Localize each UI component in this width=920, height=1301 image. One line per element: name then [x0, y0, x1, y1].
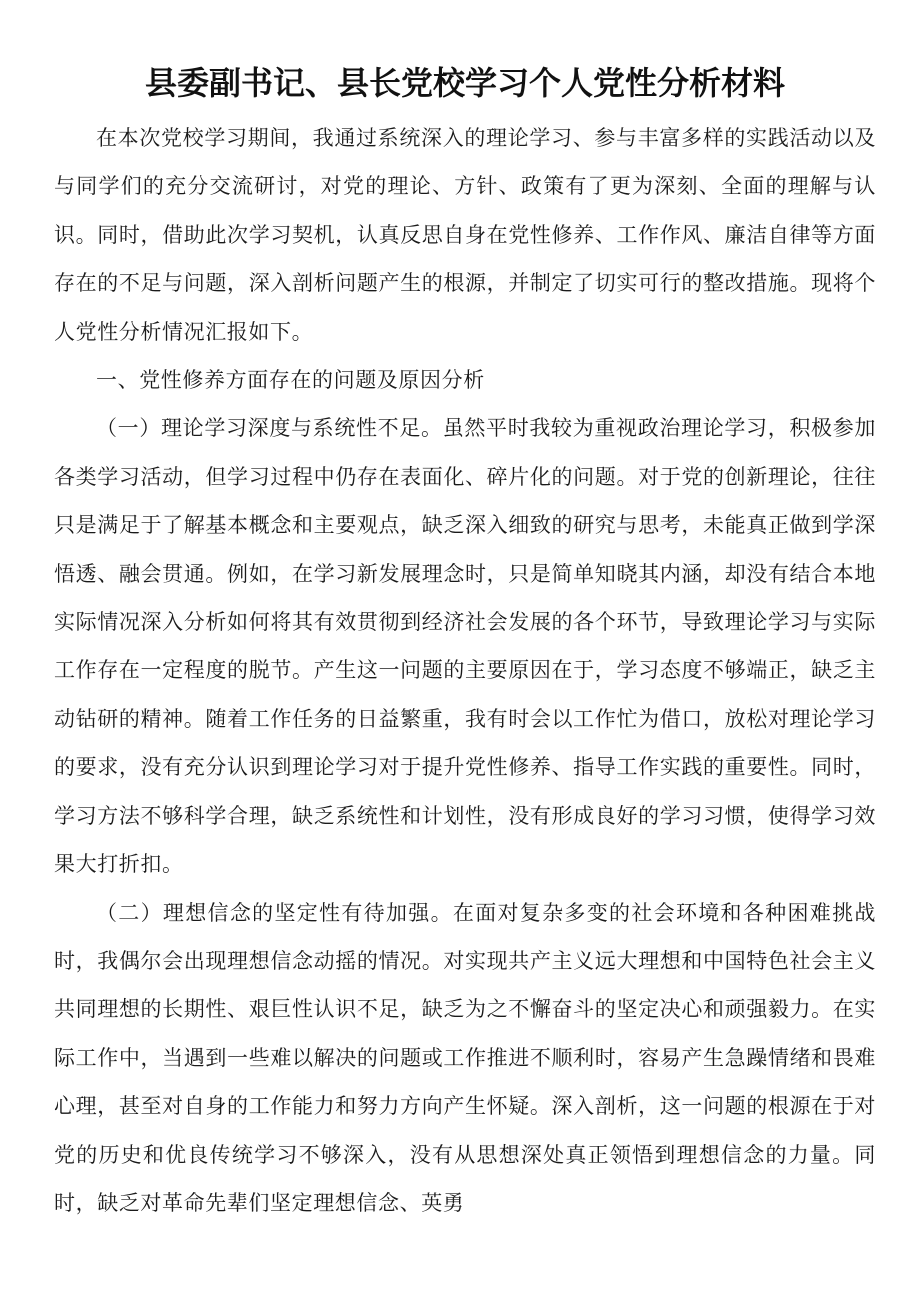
body-paragraph-2: （二）理想信念的坚定性有待加强。在面对复杂多变的社会环境和各种困难挑战时，我偶尔会出现理想信念动摇的情况。对实现共产主义远大理想和中国特色社会主义共同理想的长期性、艰巨性认识不足，缺乏为之不懈奋斗的坚定决心和顽强毅力。在实际工作中，当遇到一些难以解决的问题或工作推进不顺利时，容易产生急躁情绪和畏难心理，甚至对自身的工作能力和努力方向产生怀疑。深入剖析，这一问题的根源在于对党的历史和优良传统学习不够深入，没有从思想深处真正领悟到理想信念的力量。同时，缺乏对革命先辈们坚定理想信念、英勇 [54, 900, 876, 1215]
document-title: 县委副书记、县长党校学习个人党性分析材料 [144, 64, 785, 102]
section-heading: 一、党性修养方面存在的问题及原因分析 [96, 368, 485, 393]
body-paragraph-1: （一）理论学习深度与系统性不足。虽然平时我较为重视政治理论学习，积极参加各类学习活动，但学习过程中仍存在表面化、碎片化的问题。对于党的创新理论，往往只是满足于了解基本概念和主要观点，缺乏深入细致的研究与思考，未能真正做到学深悟透、融会贯通。例如，在学习新发展理念时，只是简单知晓其内涵，却没有结合本地实际情况深入分析如何将其有效贯彻到经济社会发展的各个环节，导致理论学习与实际工作存在一定程度的脱节。产生这一问题的主要原因在于，学习态度不够端正，缺乏主动钻研的精神。随着工作任务的日益繁重，我有时会以工作忙为借口，放松对理论学习的要求，没有充分认识到理论学习对于提升党性修养、指导工作实践的重要性。同时，学习方法不够科学合理，缺乏系统性和计划性，没有形成良好的学习习惯，使得学习效果大打折扣。 [54, 416, 876, 877]
intro-paragraph: 在本次党校学习期间，我通过系统深入的理论学习、参与丰富多样的实践活动以及与同学们的充分交流研讨，对党的理论、方针、政策有了更为深刻、全面的理解与认识。同时，借助此次学习契机，认真反思自身在党性修养、工作作风、廉洁自律等方面存在的不足与问题，深入剖析问题产生的根源，并制定了切实可行的整改措施。现将个人党性分析情况汇报如下。 [54, 126, 876, 344]
